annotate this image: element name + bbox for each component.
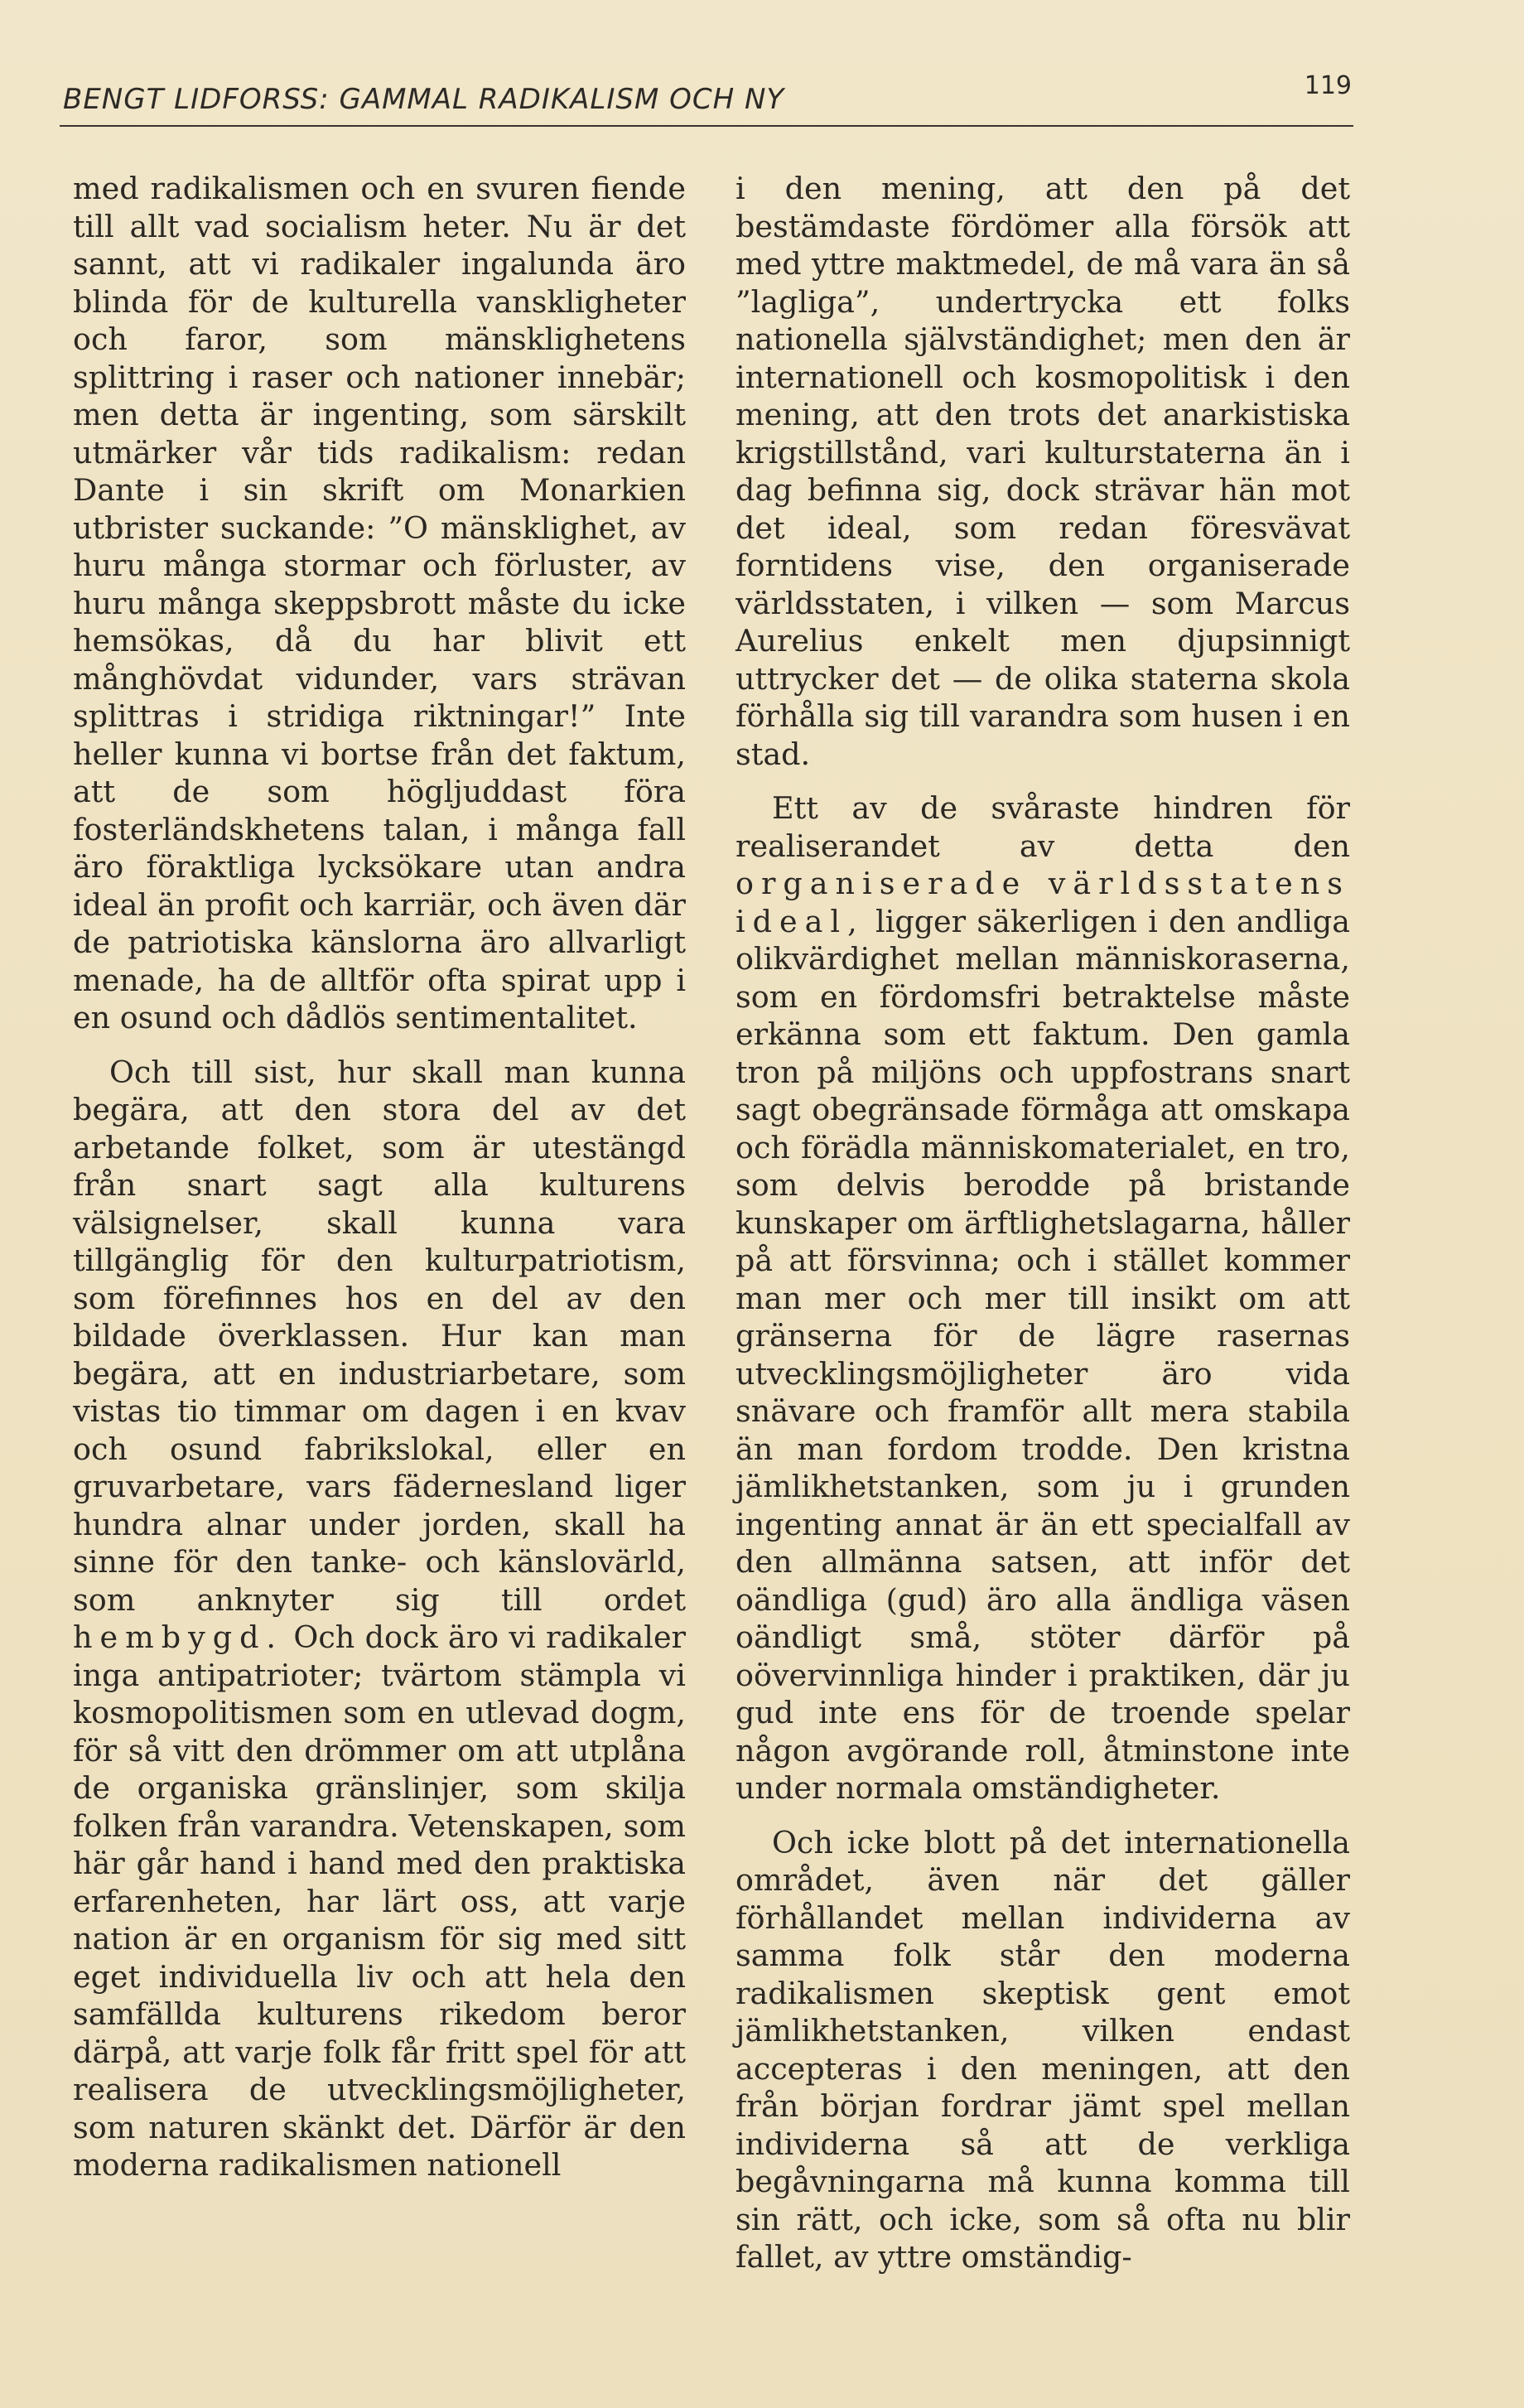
spaced-emphasis: hembygd. xyxy=(73,1619,284,1655)
page-number: 119 xyxy=(1304,71,1352,100)
text-run: Och till sist, hur skall man kunna begära, att den stora del av det arbetande folket, som är utestängd från snart sagt alla kulturens välsignelser, skall kunna vara tillgänglig för den kulturpatriotism, som förefinnes hos en del av den bildade överklassen. Hur kan man begära, att en industriarbetare, som vistas tio timmar om dagen i en kvav och osund fabrikslokal, eller en gruvarbetare, vars fädernesland liger hundra alnar under jorden, skall ha sinne för den tanke- och känslovärld, som anknyter sig till ordet xyxy=(73,1054,686,1618)
spaced-emphasis: organiserade världsstatens ideal, xyxy=(735,866,1350,939)
header-rule xyxy=(60,125,1353,127)
paragraph: Och icke blott på det internationella området, även när det gäller förhållandet mellan individerna av samma folk står den moderna radikalismen skeptisk gent emot jämlikhetstanken, vilken endast accepteras i den meningen, att den från början fordrar jämt spel mellan individerna så att de verkliga begåvningarna må kunna komma till sin rätt, och icke, som så ofta nu blir fallet, av yttre omständig- xyxy=(735,1824,1350,2275)
text-run: Och dock äro vi radikaler inga antipatrioter; tvärtom stämpla vi kosmopolitismen som en utlevad dogm, för så vitt den drömmer om att utplåna de organiska gränslinjer, som skilja folken från varandra. Vetenskapen, som här går hand i hand med den praktiska erfarenheten, har lärt oss, att varje nation är en organism för sig med sitt eget individuella liv och att hela den samfällda kulturens rikedom beror därpå, att varje folk får fritt spel för att realisera de utvecklingsmöjligheter, som naturen skänkt det. Därför är den moderna radikalismen nationell xyxy=(73,1619,686,2183)
paragraph: i den mening, att den på det bestämdaste fördömer alla försök att med yttre maktmedel, de må vara än så ”lagliga”, undertrycka ett folks nationella självständighet; men den är internationell och kosmopolitisk i den mening, att den trots det anarkistiska krigstillstånd, vari kulturstaterna än i dag befinna sig, dock strävar hän mot det ideal, som redan föresvävat forntidens vise, den organiserade världsstaten, i vilken — som Marcus Aurelius enkelt men djupsinnigt uttrycker det — de olika staterna skola förhålla sig till varandra som husen i en stad. xyxy=(735,171,1350,772)
paragraph xyxy=(735,789,1350,1807)
paragraph xyxy=(73,1054,686,2184)
running-head: BENGT LIDFORSS: GAMMAL RADIKALISM OCH NY xyxy=(63,83,785,116)
right-column xyxy=(735,170,1350,2276)
paragraph: med radikalismen och en svuren fiende till allt vad socialism heter. Nu är det sannt, att vi radikaler ingalunda äro blinda för de kulturella vanskligheter och faror, som mänsklighetens splittring i raser och nationer innebär; men detta är ingenting, som särskilt utmärker vår tids radikalism: redan Dante i sin skrift om Monarkien utbrister suckande: ”O mänsklighet, av huru många stormar och förluster, av huru många skeppsbrott måste du icke hemsökas, då du har blivit ett månghövdat vidunder, vars strävan splittras i stridiga riktningar!” Inte heller kunna vi bortse från det faktum, att de som högljuddast föra fosterländskhetens talan, i många fall äro föraktliga lycksökare utan andra ideal än profit och karriär, och även där de patriotiska känslorna äro allvarligt menade, ha de alltför ofta spirat upp i en osund och dådlös sentimentalitet. xyxy=(73,171,686,1035)
text-run: ligger säkerligen i den andliga olikvärdighet mellan människoraserna, som en fördomsfri betraktelse måste erkänna som ett faktum. Den gamla tron på miljöns och uppfostrans snart sagt obegränsade förmåga att omskapa och förädla människomaterialet, en tro, som delvis berodde på bristande kunskaper om ärftlighetslagarna, håller på att försvinna; och i stället kommer man mer och mer till insikt om att gränserna för de lägre rasernas utvecklingsmöjligheter äro vida snävare och framför allt mera stabila än man fordom trodde. Den kristna jämlikhetstanken, som ju i grunden ingenting annat är än ett specialfall av den allmänna satsen, att inför det oändliga (gud) äro alla ändliga väsen oändligt små, stöter därför på oövervinnliga hinder i praktiken, där ju gud inte ens för de troende spelar någon avgörande roll, åtminstone inte under normala omständigheter. xyxy=(735,903,1350,1806)
left-column xyxy=(73,170,686,2184)
text-run: Ett av de svåraste hindren för realiserandet av detta den xyxy=(735,790,1350,864)
